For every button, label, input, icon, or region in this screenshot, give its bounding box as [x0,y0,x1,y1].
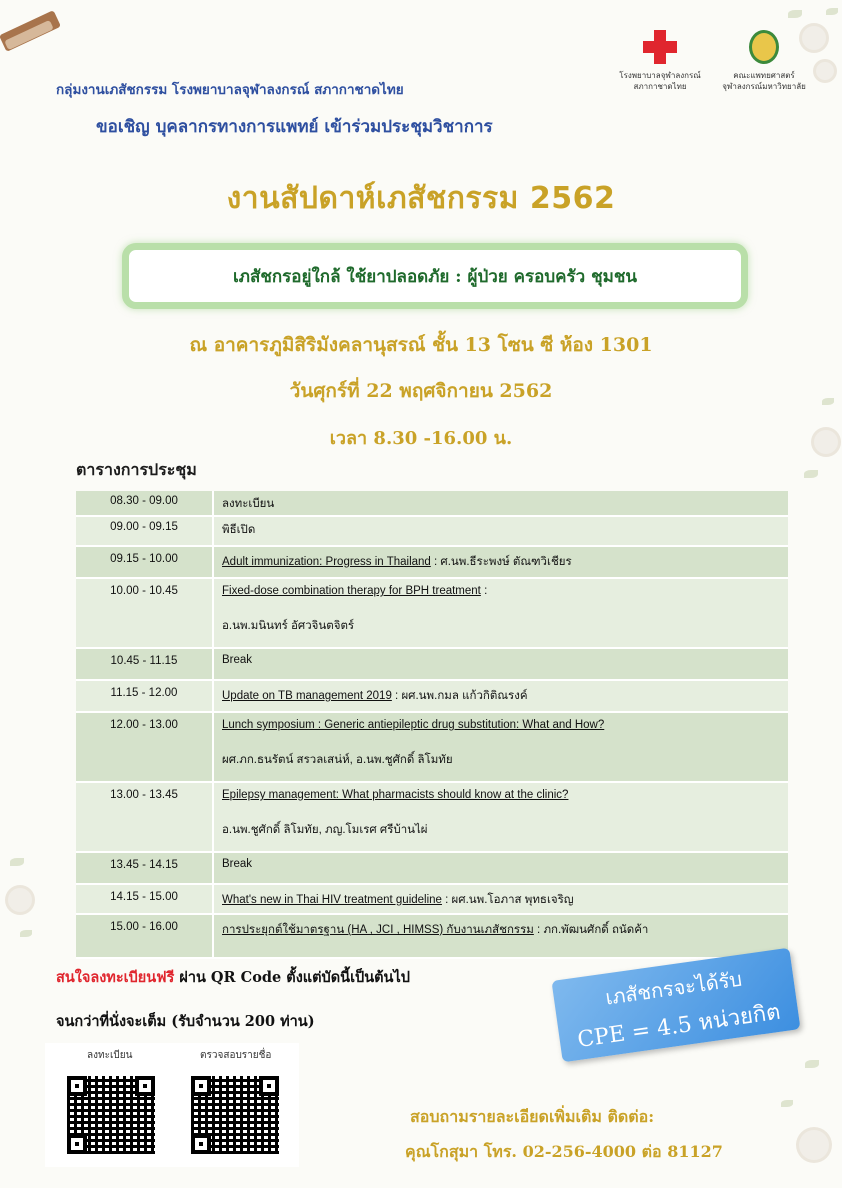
date-text: วันศุกร์ที่ 22 พฤศจิกายน 2562 [289,380,553,402]
decorative-flowers-bottom-right [775,1050,842,1188]
schedule-row [76,517,788,547]
cpe-badge-line-2: CPE = 4.5 หน่วยกิต [575,999,782,1053]
schedule-heading: ตารางการประชุม [76,460,197,479]
decorative-ribbon-top-left [0,8,68,58]
schedule-time: 14.15 - 15.00 [76,885,214,913]
schedule-topic: พิธีเปิด [222,524,256,536]
contact-phone: คุณโกสุมา โทร. 02-256-4000 ต่อ 81127 [405,1142,723,1161]
contact-heading: สอบถามรายละเอียดเพิ่มเติม ติดต่อ: [410,1107,655,1126]
venue-text: ณ อาคารภูมิสิริมังคลานุสรณ์ ชั้น 13 โซน ซี ห้อง 1301 [189,334,653,356]
schedule-time: 10.45 - 11.15 [76,649,214,679]
schedule-row [76,491,788,517]
qr-check-label: ตรวจสอบรายชื่อ [200,1050,272,1061]
hospital-logo [612,30,708,92]
schedule-topic: Lunch symposium : Generic antiepileptic drug substitution: What and How? ผศ.ภก.ธนรัตน์ สรวลเสน่ห์, อ.นพ.ชูศักดิ์ ลิโมทัย [214,713,788,781]
organization-name: กลุ่มงานเภสัชกรรม โรงพยาบาลจุฬาลงกรณ์ สภากาชาดไทย [56,82,404,98]
hospital-logo-caption-1: โรงพยาบาลจุฬาลงกรณ์ [619,71,701,80]
schedule-topic: การประยุกต์ใช้มาตรฐาน (HA , JCI , HIMSS) กับงานเภสัชกรรม : ภก.พัฒนศักดิ์ ถนัดค้า [222,924,649,936]
qr-panel [45,1043,299,1167]
schedule-row [76,885,788,915]
schedule-row [76,681,788,713]
cpe-badge-line-1: เภสัชกรจะได้รับ [603,966,744,1010]
schedule-time: 15.00 - 16.00 [76,915,214,957]
schedule-topic: Adult immunization: Progress in Thailand : ศ.นพ.ธีระพงษ์ ตัณฑวิเชียร [222,556,572,568]
schedule-time: 09.00 - 09.15 [76,517,214,545]
time-text: เวลา 8.30 -16.00 น. [329,428,513,449]
schedule-row [76,915,788,959]
registration-line-2: จนกว่าที่นั่งจะเต็ม (รับจำนวน 200 ท่าน) [56,1013,315,1030]
schedule-time: 08.30 - 09.00 [76,491,214,515]
cpe-badge [551,948,800,1063]
schedule-row [76,579,788,649]
check-list-qr-code-icon[interactable] [191,1076,279,1154]
red-cross-icon [643,30,677,64]
schedule-time: 09.15 - 10.00 [76,547,214,577]
schedule-row [76,649,788,681]
schedule-row [76,853,788,885]
registration-qr-text: ผ่าน QR Code ตั้งแต่บัดนี้เป็นต้นไป [174,969,410,986]
schedule-topic: Break [222,858,253,870]
schedule-speaker: อ.นพ.มนินทร์ อัศวจินตจิตร์ [222,620,355,632]
theme-banner [122,243,748,309]
faculty-logo-caption-2: จุฬาลงกรณ์มหาวิทยาลัย [722,82,806,91]
schedule-time: 12.00 - 13.00 [76,713,214,781]
schedule-topic: ลงทะเบียน [222,498,275,510]
schedule-topic: Fixed-dose combination therapy for BPH treatment : อ.นพ.มนินทร์ อัศวจินตจิตร์ [214,579,788,647]
hospital-logo-caption-2: สภากาชาดไทย [633,82,687,91]
registration-line-1 [56,966,410,989]
qr-register-label: ลงทะเบียน [87,1050,133,1061]
free-registration-text: สนใจลงทะเบียนฟรี [56,969,175,986]
decorative-flowers-left-middle [0,850,42,960]
schedule-speaker: ผศ.ภก.ธนรัตน์ สรวลเสน่ห์, อ.นพ.ชูศักดิ์ ลิโมทัย [222,754,453,766]
invitation-text: ขอเชิญ บุคลากรทางการแพทย์ เข้าร่วมประชุมวิชาการ [96,117,493,137]
schedule-topic: Break [222,654,253,666]
faculty-logo-caption-1: คณะแพทยศาสตร์ [733,71,795,80]
schedule-time: 13.45 - 14.15 [76,853,214,883]
theme-text: เภสัชกรอยู่ใกล้ ใช้ยาปลอดภัย : ผู้ป่วย ครอบครัว ชุมชน [232,266,638,287]
schedule-row [76,713,788,783]
schedule-time: 10.00 - 10.45 [76,579,214,647]
schedule-topic: Update on TB management 2019 : ผศ.นพ.กมล แก้วกิติณรงค์ [222,690,528,702]
schedule-row [76,783,788,853]
faculty-logo [716,30,812,92]
faculty-seal-icon [749,30,779,64]
schedule-topic: What's new in Thai HIV treatment guideline : ผศ.นพ.โอภาส พุทธเจริญ [222,894,574,906]
register-qr-code-icon[interactable] [67,1076,155,1154]
schedule-time: 13.00 - 13.45 [76,783,214,851]
schedule-table [76,491,788,959]
schedule-speaker: อ.นพ.ชูศักดิ์ ลิโมทัย, ภญ.โมเรศ ศรีบ้านไผ่ [222,824,428,836]
event-title: งานสัปดาห์เภสัชกรรม 2562 [226,181,616,216]
schedule-row [76,547,788,579]
schedule-time: 11.15 - 12.00 [76,681,214,711]
schedule-topic: Epilepsy management: What pharmacists should know at the clinic? อ.นพ.ชูศักดิ์ ลิโมทัย, ภญ.โมเรศ ศรีบ้านไผ่ [214,783,788,851]
